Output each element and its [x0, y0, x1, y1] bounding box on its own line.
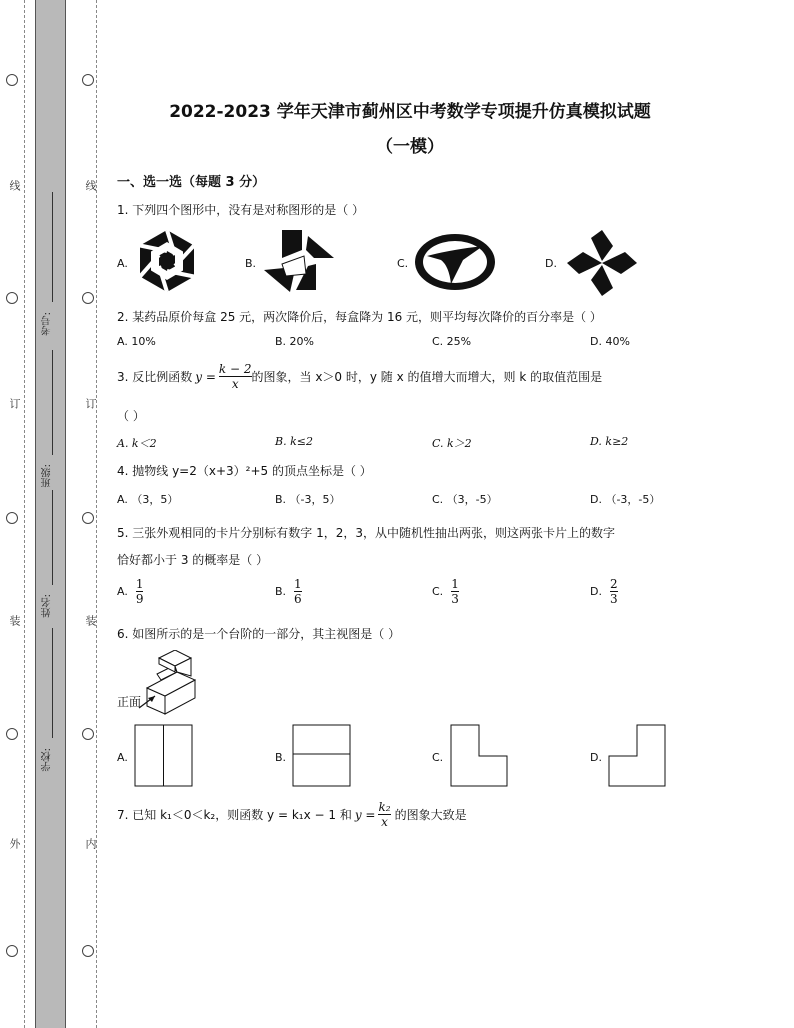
- margin-char: 装: [84, 615, 97, 626]
- binding-hole: [6, 728, 18, 740]
- q6-option-a: A.: [117, 751, 128, 764]
- q3-prefix: 3. 反比例函数: [117, 370, 193, 384]
- q3-option-c: C. k＞2: [432, 437, 472, 450]
- pinwheel-square-figure: [262, 228, 336, 296]
- margin-char: 订: [8, 398, 21, 409]
- q5-option-c: C. $\frac{1}{3}$: [432, 577, 459, 606]
- inner-cut-line: [96, 0, 97, 1028]
- q7-function: y =: [354, 807, 376, 822]
- q5-option-b: B. $\frac{1}{6}$: [275, 577, 302, 606]
- q2-option-b: B. 20%: [275, 335, 314, 348]
- q1-option-c: C.: [397, 257, 409, 270]
- binding-strip: [35, 0, 66, 1028]
- q5-option-a: A. $\frac{1}{9}$: [117, 577, 144, 606]
- question-6: 6. 如图所示的是一个台阶的一部分，其主视图是（ ）: [117, 627, 401, 641]
- q4-option-b: B. （-3，5）: [275, 493, 341, 506]
- binding-hole: [82, 945, 94, 957]
- binding-hole: [6, 292, 18, 304]
- blank-line: [52, 490, 53, 585]
- blank-line: [52, 350, 53, 455]
- q3-denominator: x: [219, 376, 252, 391]
- margin-char: 线: [8, 180, 21, 191]
- q4-option-a: A. （3，5）: [117, 493, 179, 506]
- field-school: 学校:: [42, 748, 53, 772]
- diamond-pinwheel-figure: [565, 228, 639, 298]
- binding-hole: [82, 74, 94, 86]
- q3-option-d: D. k≥2: [590, 435, 629, 448]
- q2-option-d: D. 40%: [590, 335, 630, 348]
- q3-numerator: k − 2: [218, 362, 252, 376]
- margin-char: 订: [84, 398, 97, 409]
- binding-hole: [6, 512, 18, 524]
- q4-option-d: D. （-3，-5）: [590, 493, 661, 506]
- q3-option-b: B. k≤2: [275, 435, 313, 448]
- question-4: 4. 抛物线 y=2（x+3）²+5 的顶点坐标是（ ）: [117, 464, 372, 478]
- front-view-option-a: [134, 724, 194, 788]
- q3-function: y =: [195, 369, 216, 384]
- q3-option-a: A. k＜2: [117, 437, 157, 450]
- field-name: 姓名:: [42, 594, 53, 618]
- margin-char: 装: [8, 615, 21, 626]
- question-2: 2. 某药品原价每盒 25 元，两次降价后，每盒降为 16 元，则平均每次降价的百分率是（ ）: [117, 310, 602, 324]
- q7-suffix: 的图象大致是: [394, 808, 467, 822]
- q1-option-a: A.: [117, 257, 128, 270]
- section-heading: 一、选一选（每题 3 分）: [117, 175, 266, 190]
- question-3: [117, 362, 602, 391]
- field-exam-number: 考号:: [42, 312, 53, 336]
- oval-logo-figure: [413, 232, 497, 292]
- q6-option-c: C.: [432, 751, 444, 764]
- binding-hole: [82, 512, 94, 524]
- front-view-option-b: [292, 724, 352, 788]
- q3-fraction: [219, 362, 252, 391]
- margin-char: 内: [84, 838, 97, 849]
- outer-cut-line: [24, 0, 25, 1028]
- blank-line: [52, 192, 53, 302]
- q5-option-d: D. $\frac{2}{3}$: [590, 577, 618, 606]
- binding-hole: [6, 74, 18, 86]
- blank-line: [52, 628, 53, 738]
- front-view-option-c: [450, 724, 510, 788]
- q7-fraction: [378, 800, 390, 829]
- q2-option-a: A. 10%: [117, 335, 156, 348]
- field-class: 班级:: [42, 464, 53, 488]
- question-1: 1. 下列四个图形中，没有是对称图形的是（ ）: [117, 203, 365, 217]
- q7-prefix: 7. 已知 k₁＜0＜k₂，则函数 y = k₁x − 1 和: [117, 808, 352, 822]
- q2-option-c: C. 25%: [432, 335, 472, 348]
- hexagon-spiral-figure: [134, 228, 200, 294]
- q4-option-c: C. （3，-5）: [432, 493, 498, 506]
- binding-hole: [6, 945, 18, 957]
- q1-option-b: B.: [245, 257, 257, 270]
- q3-suffix: 的图象，当 x＞0 时，y 随 x 的值增大而增大，则 k 的取值范围是: [251, 370, 603, 384]
- binding-hole: [82, 728, 94, 740]
- front-view-option-d: [608, 724, 668, 788]
- q3-answer-paren: （ ）: [117, 409, 145, 423]
- question-5-line2: 恰好都小于 3 的概率是（ ）: [117, 553, 269, 567]
- margin-char: 线: [84, 180, 97, 191]
- q1-option-d: D.: [545, 257, 557, 270]
- page-title: 2022-2023 学年天津市蓟州区中考数学专项提升仿真模拟试题: [169, 102, 651, 122]
- q6-option-d: D.: [590, 751, 602, 764]
- q6-option-b: B.: [275, 751, 287, 764]
- margin-char: 外: [8, 838, 21, 849]
- page-subtitle: （一模）: [376, 137, 444, 157]
- question-5-line1: 5. 三张外观相同的卡片分别标有数字 1，2，3，从中随机性抽出两张，则这两张卡片上的数字: [117, 526, 615, 540]
- q7-denominator: x: [378, 814, 390, 829]
- question-7: [117, 800, 467, 829]
- q7-numerator: k₂: [378, 800, 391, 814]
- front-view-label: 正面: [117, 695, 142, 709]
- binding-hole: [82, 292, 94, 304]
